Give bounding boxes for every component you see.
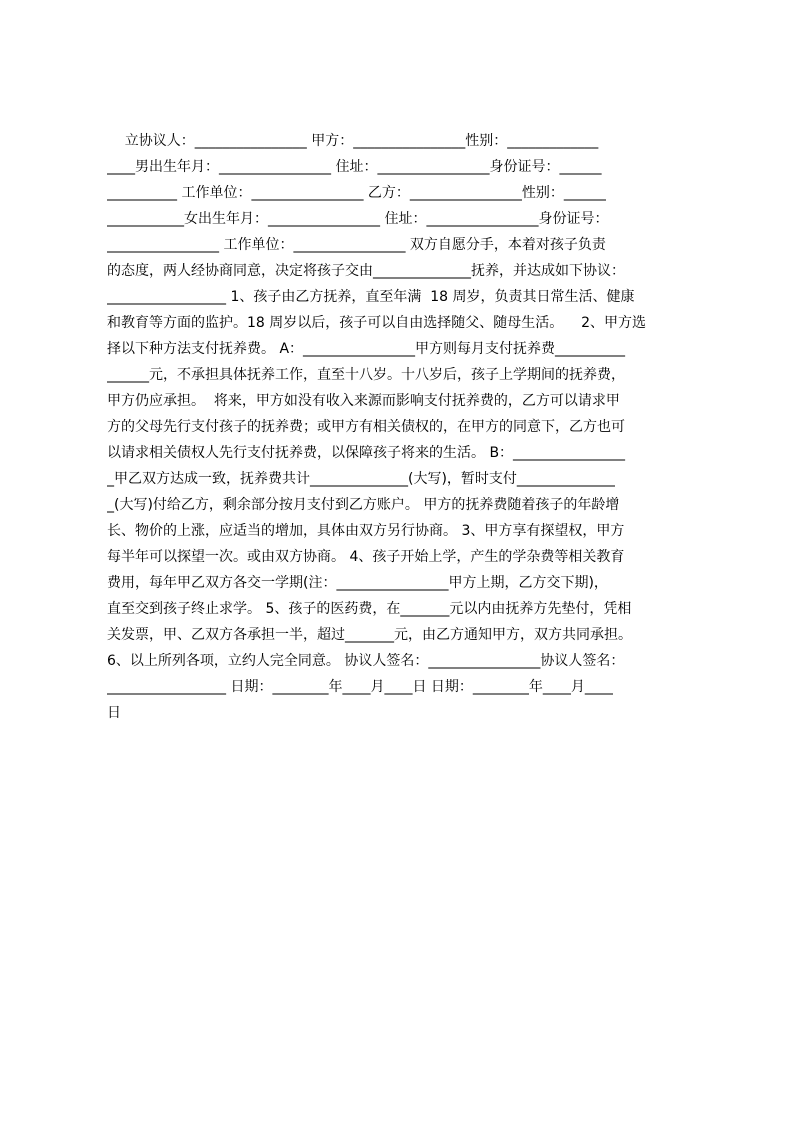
- text-line: _(大写)付给乙方，剩余部分按月支付到乙方账户。 甲方的抚养费随着孩子的年龄增: [107, 497, 620, 513]
- agreement-body: [107, 128, 699, 726]
- text-line: ____男出生年月：________________ 住址：________________身份证号：______: [107, 159, 602, 175]
- text-line: ______元，不承担具体抚养工作，直至十八岁。十八岁后，孩子上学期间的抚养费，: [107, 367, 625, 383]
- text-line: 和教育等方面的监护。18 周岁以后，孩子可以自由选择随父、随母生活。 2、甲方选: [107, 315, 646, 331]
- text-line: _________________ 日期：________年____月____日 日期：________年____月____: [107, 679, 613, 695]
- text-line: 立协议人：________________ 甲方：________________性别：_____________: [107, 133, 599, 149]
- text-line: ________________ 工作单位：________________ 双方自愿分手，本着对孩子负责: [107, 237, 606, 253]
- text-line: 以请求相关债权人先行支付抚养费，以保障孩子将来的生活。 B：________________: [107, 445, 626, 461]
- text-line: 甲方仍应承担。 将来，甲方如没有收入来源而影响支付抚养费的，乙方可以请求甲: [107, 393, 620, 409]
- text-line: _甲乙双方达成一致，抚养费共计______________(大写)，暂时支付______________: [107, 471, 615, 487]
- text-line: 的态度，两人经协商同意，决定将孩子交由______________抚养，并达成如下协议：: [107, 263, 625, 279]
- text-line: 关发票，甲、乙双方各承担一半，超过_______元，由乙方通知甲方，双方共同承担。: [107, 627, 632, 643]
- text-line: 费用，每年甲乙双方各交一学期(注：________________甲方上期，乙方交下期)，: [107, 575, 608, 591]
- text-line: 日: [107, 705, 121, 721]
- text-line: 方的父母先行支付孩子的抚养费；或甲方有相关债权的，在甲方的同意下，乙方也可: [107, 419, 625, 435]
- text-line: 每半年可以探望一次。或由双方协商。 4、孩子开始上学，产生的学杂费等相关教育: [107, 549, 625, 565]
- text-line: 择以下种方法支付抚养费。 A：________________甲方则每月支付抚养费__________: [107, 341, 626, 357]
- text-line: 长、物价的上涨，应适当的增加，具体由双方另行协商。 3、甲方享有探望权，甲方: [107, 523, 625, 539]
- text-line: __________ 工作单位：________________ 乙方：________________性别：______: [107, 185, 606, 201]
- text-line: 直至交到孩子终止求学。 5、孩子的医药费，在_______元以内由抚养方先垫付，凭相: [107, 601, 632, 617]
- text-line: _________________ 1、孩子由乙方抚养，直至年满 18 周岁，负责其日常生活、健康: [107, 289, 635, 305]
- text-line: ___________女出生年月：________________ 住址：________________身份证号：: [107, 211, 609, 227]
- text-line: 6、以上所列各项，立约人完全同意。 协议人签名：________________协议人签名：: [107, 653, 625, 669]
